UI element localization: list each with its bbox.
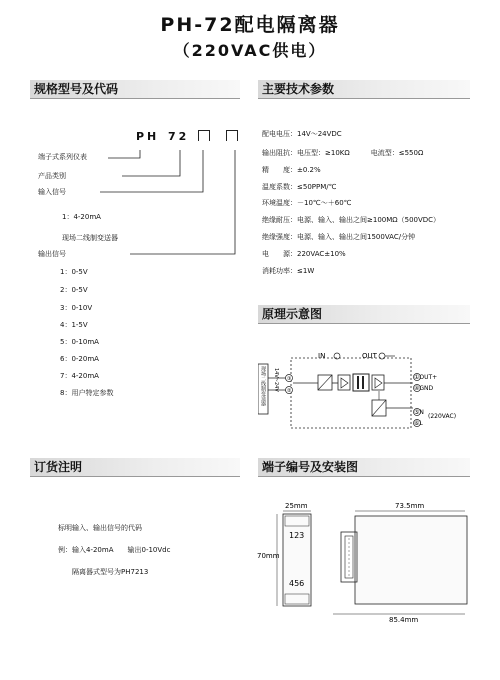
section-tech bbox=[258, 80, 470, 99]
spec-output-option: 5：0-10mA bbox=[60, 338, 99, 346]
diagram-terminal-out: ①OUT+ bbox=[414, 374, 438, 381]
spec-output-option: 1：0-5V bbox=[60, 268, 88, 276]
page-title: PH-72配电隔离器 bbox=[160, 14, 340, 36]
mount-depth-label: 73.5mm bbox=[395, 502, 425, 510]
principle-diagram bbox=[258, 350, 470, 435]
tech-param: 精 度：±0.2% bbox=[262, 166, 321, 174]
tech-param: 电 源：220VAC±10% bbox=[262, 250, 346, 258]
order-line3: 隔离器式型号为PH7213 bbox=[72, 568, 149, 576]
mount-bottom-depth-label: 85.4mm bbox=[389, 616, 419, 624]
tech-param: 输出阻抗：电压型：≥10KΩ 电流型：≤550Ω bbox=[262, 149, 424, 157]
diagram-power-label: (220VAC) bbox=[428, 413, 457, 420]
mount-height-label: 70mm bbox=[257, 552, 280, 560]
mount-bottom-terminals: 456 bbox=[289, 579, 305, 588]
section-terminal-title: 端子编号及安装图 bbox=[262, 460, 359, 474]
order-line2: 例：输入4-20mA 输出0-10Vdc bbox=[58, 546, 171, 554]
spec-output-heading: 输出信号 bbox=[38, 250, 66, 258]
diagram-terminal-n: ⑤N bbox=[414, 409, 424, 416]
mounting-drawing bbox=[255, 498, 480, 628]
spec-output-option: 4：1-5V bbox=[60, 321, 88, 329]
spec-category: 产品类别 bbox=[38, 172, 66, 180]
section-spec-title: 规格型号及代码 bbox=[34, 82, 119, 96]
section-tech-title: 主要技术参数 bbox=[262, 82, 335, 96]
section-terminal bbox=[258, 458, 470, 477]
diagram-terminal-l: ⑥L bbox=[414, 420, 423, 427]
spec-output-option: 3：0-10V bbox=[60, 304, 93, 312]
spec-input-option: 现场二线制变送器 bbox=[62, 234, 118, 242]
diagram-out-label: OUT bbox=[362, 352, 377, 360]
diagram-in-label: IN bbox=[318, 352, 326, 360]
tech-param: 配电电压：14V～24VDC bbox=[262, 130, 342, 138]
diagram-side-label: 现场二线制变送器 bbox=[260, 366, 266, 406]
tech-param: 消耗功率：≤1W bbox=[262, 267, 315, 275]
mount-top-terminals: 123 bbox=[289, 531, 305, 540]
section-order bbox=[30, 458, 240, 477]
diagram-terminal-gnd: ④GND bbox=[414, 385, 434, 392]
spec-output-option: 6：0-20mA bbox=[60, 355, 99, 363]
spec-output-option: 2：0-5V bbox=[60, 286, 88, 294]
tech-param: 温度系数：≤50PPM/℃ bbox=[262, 183, 337, 191]
tech-param: 环境温度：－10℃～＋60℃ bbox=[262, 199, 352, 207]
order-line1: 标明输入、输出信号的代码 bbox=[58, 524, 142, 532]
section-spec bbox=[30, 80, 240, 99]
diagram-input-terminal: ③ bbox=[287, 376, 292, 382]
diagram-voltage-label: 14V~24V bbox=[273, 368, 279, 392]
section-principle bbox=[258, 305, 470, 324]
page-subtitle: （220VAC供电） bbox=[173, 41, 327, 60]
section-principle-title: 原理示意图 bbox=[262, 307, 323, 321]
spec-input-option: 1：4-20mA bbox=[62, 213, 101, 221]
spec-output-option: 8：用户特定参数 bbox=[60, 389, 114, 397]
mount-width-label: 25mm bbox=[285, 502, 308, 510]
model-number: 72 bbox=[168, 130, 190, 143]
tech-param: 绝缘强度：电源、输入、输出之间1500VAC/分钟 bbox=[262, 233, 416, 241]
spec-input-heading: 输入信号 bbox=[38, 188, 66, 196]
spec-series: 端子式系列仪表 bbox=[38, 153, 87, 161]
section-order-title: 订货注明 bbox=[34, 460, 83, 474]
model-prefix: PH bbox=[136, 130, 160, 143]
tech-param: 绝缘耐压：电源、输入、输出之间≥100MΩ（500VDC） bbox=[262, 216, 441, 224]
spec-output-option: 7：4-20mA bbox=[60, 372, 99, 380]
diagram-input-terminal: ② bbox=[287, 388, 292, 394]
